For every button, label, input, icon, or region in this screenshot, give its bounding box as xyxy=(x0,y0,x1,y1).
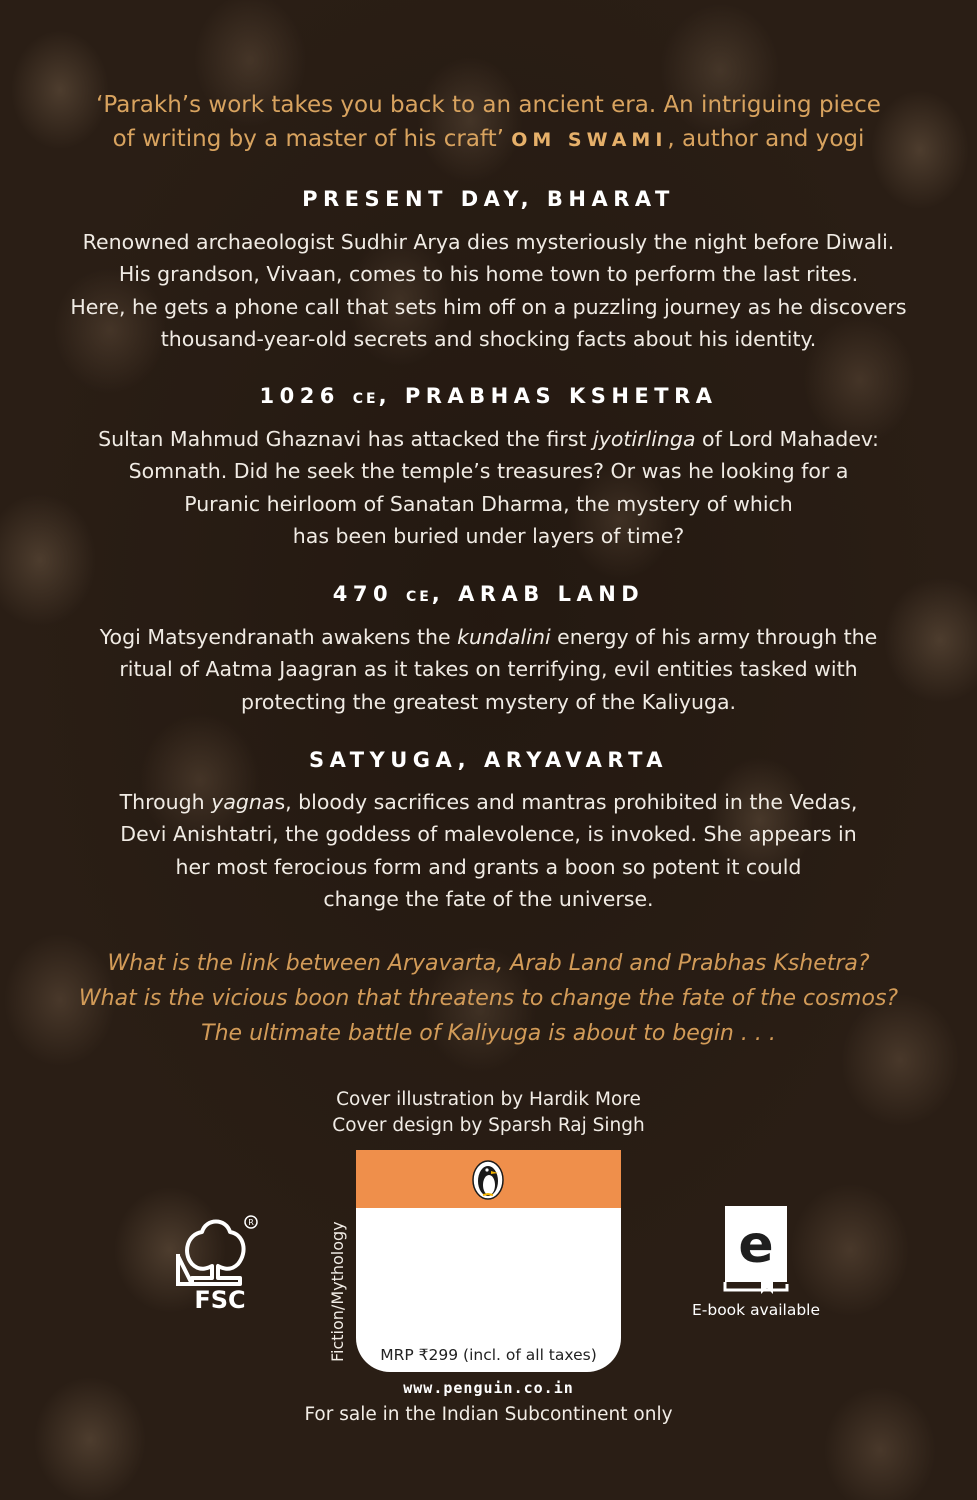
body-text: Through xyxy=(119,790,212,814)
body-text: Sultan Mahmud Ghaznavi has attacked the first xyxy=(98,427,594,451)
body-line xyxy=(0,621,977,653)
heading-year: 1026 xyxy=(259,384,340,408)
body-line: Here, he gets a phone call that sets him off on a puzzling journey as he discovers xyxy=(70,294,907,319)
body-line: Somnath. Did he seek the temple’s treasures? Or was he looking for a xyxy=(128,459,849,484)
section-heading-satyuga: SATYUGA, ARYAVARTA xyxy=(308,748,669,772)
body-line: Devi Anishtatri, the goddess of malevolence, is invoked. She appears in xyxy=(120,822,857,847)
sale-notice: For sale in the Indian Subcontinent only xyxy=(304,1404,673,1425)
body-line xyxy=(0,786,977,818)
cover-credits xyxy=(0,1087,977,1139)
body-line xyxy=(0,423,977,455)
illustration-credit: Cover illustration by Hardik More xyxy=(336,1089,641,1110)
publisher-url[interactable]: www.penguin.co.in xyxy=(403,1379,574,1397)
body-line: Puranic heirloom of Sanatan Dharma, the mystery of which xyxy=(184,491,793,516)
section-heading-arab-land xyxy=(0,582,977,606)
body-line: ritual of Aatma Jaagran as it takes on terrifying, evil entities tasked with xyxy=(119,657,858,682)
quote-line-2: of writing by a master of his craft’ xyxy=(112,126,504,152)
ebook-icon xyxy=(721,1202,791,1294)
genre-label: Fiction/Mythology xyxy=(328,1221,347,1362)
body-line: her most ferocious form and grants a boon so potent it could xyxy=(175,854,802,879)
body-text: energy of his army through the xyxy=(550,625,878,649)
body-line: Renowned archaeologist Sudhir Arya dies mysteriously the night before Diwali. xyxy=(82,230,895,254)
design-credit: Cover design by Sparsh Raj Singh xyxy=(332,1115,645,1136)
fsc-label: FSC xyxy=(194,1286,246,1312)
heading-year: 470 xyxy=(332,582,394,606)
mrp-price: MRP ₹299 (incl. of all taxes) xyxy=(380,1346,597,1364)
section-heading-present-day: PRESENT DAY, BHARAT xyxy=(302,187,675,211)
heading-era: CE xyxy=(405,589,432,605)
body-line: protecting the greatest mystery of the Kaliyuga. xyxy=(240,689,737,714)
body-line: His grandson, Vivaan, comes to his home town to perform the last rites. xyxy=(118,262,859,287)
quote-author-suffix: , author and yogi xyxy=(667,126,865,152)
section-body-present-day xyxy=(0,226,977,355)
heading-place: , ARAB LAND xyxy=(431,582,645,606)
review-quote xyxy=(0,88,977,157)
heading-era: CE xyxy=(352,391,379,407)
tagline-line: What is the link between Aryavarta, Arab Land and Prabhas Kshetra? xyxy=(107,951,870,976)
price-card xyxy=(356,1150,621,1372)
ebook-label: E-book available xyxy=(691,1301,821,1319)
body-italic: kundalini xyxy=(457,625,551,649)
body-text: Yogi Matsyendranath awakens the xyxy=(99,625,458,649)
body-line: change the fate of the universe. xyxy=(323,886,654,911)
section-body-arab-land xyxy=(0,621,977,718)
tagline-line: The ultimate battle of Kaliyuga is about to begin . . . xyxy=(201,1021,776,1046)
body-text: of Lord Mahadev: xyxy=(695,427,879,451)
body-text: s, bloody sacrifices and mantras prohibited in the Vedas, xyxy=(274,790,858,814)
quote-author: OM SWAMI xyxy=(511,129,668,151)
body-italic: yagna xyxy=(211,790,275,814)
svg-text:e: e xyxy=(738,1215,774,1275)
body-line: thousand-year-old secrets and shocking facts about his identity. xyxy=(160,326,817,351)
section-body-prabhas xyxy=(0,423,977,552)
fsc-logo-icon xyxy=(168,1212,264,1312)
price-card-band xyxy=(356,1150,621,1208)
heading-place: , PRABHAS KSHETRA xyxy=(378,384,718,408)
section-heading-prabhas xyxy=(0,384,977,408)
section-body-satyuga xyxy=(0,786,977,915)
tagline-line: What is the vicious boon that threatens to change the fate of the cosmos? xyxy=(78,986,899,1011)
quote-line-1: ‘Parakh’s work takes you back to an ancient era. An intriguing piece xyxy=(96,92,881,118)
svg-text:R: R xyxy=(248,1218,254,1227)
body-line: has been buried under layers of time? xyxy=(292,523,685,548)
penguin-logo-icon xyxy=(471,1160,505,1200)
body-italic: jyotirlinga xyxy=(593,427,696,451)
tagline xyxy=(0,946,977,1051)
